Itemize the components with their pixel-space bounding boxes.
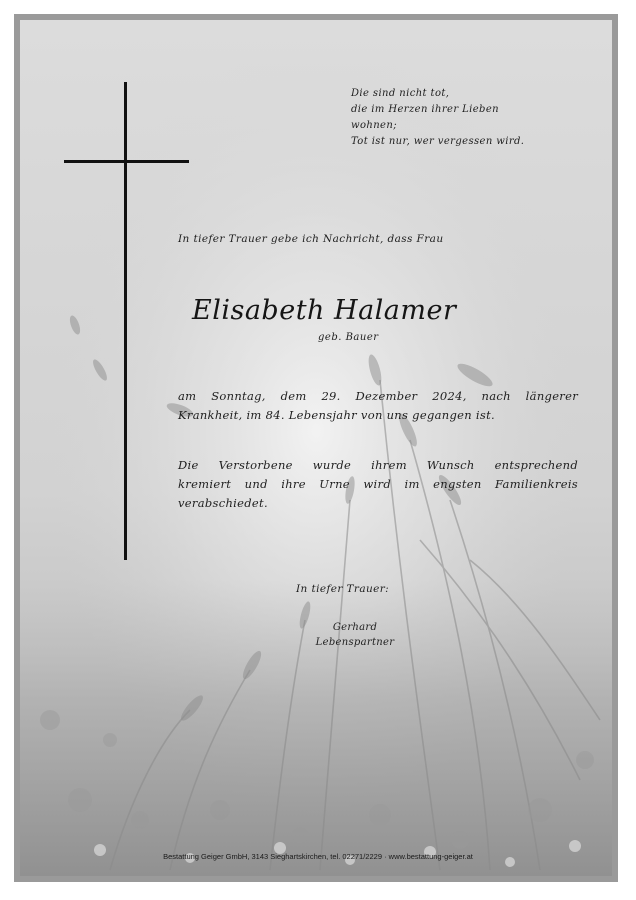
cremation-line: verabschiedet. xyxy=(178,496,268,510)
cremation-line: Die Verstorbene wurde ihrem Wunsch entsprechend xyxy=(178,458,578,472)
poem-line: Tot ist nur, wer vergessen wird. xyxy=(351,136,525,147)
announcement-paragraph xyxy=(178,387,578,425)
poem-line: wohnen; xyxy=(351,120,397,131)
announcement-line: am Sonntag, dem 29. Dezember 2024, nach längerer xyxy=(178,389,578,403)
cross-icon-horizontal xyxy=(64,160,189,163)
mourner-relation: Lebenspartner xyxy=(315,637,395,648)
maiden-name: geb. Bauer xyxy=(318,332,379,343)
poem-line: Die sind nicht tot, xyxy=(351,88,450,99)
mourner-block xyxy=(260,620,450,650)
mourner-name: Gerhard xyxy=(332,622,378,633)
deceased-name: Elisabeth Halamer xyxy=(192,295,457,326)
cremation-line: kremiert und ihre Urne wird im engsten Familienkreis xyxy=(178,477,578,491)
announcement-line: Krankheit, im 84. Lebensjahr von uns gegangen ist. xyxy=(178,408,495,422)
funeral-home-footer: Bestattung Geiger GmbH, 3143 Sieghartskirchen, tel. 02271/2229 · www.bestattung-geiger.at xyxy=(163,852,473,861)
intro-text: In tiefer Trauer gebe ich Nachricht, dass Frau xyxy=(178,233,444,245)
cremation-paragraph xyxy=(178,456,578,513)
poem-line: die im Herzen ihrer Lieben xyxy=(351,104,499,115)
mourners-heading: In tiefer Trauer: xyxy=(296,583,390,595)
memorial-poem xyxy=(351,86,571,150)
cross-icon-vertical xyxy=(124,82,127,560)
